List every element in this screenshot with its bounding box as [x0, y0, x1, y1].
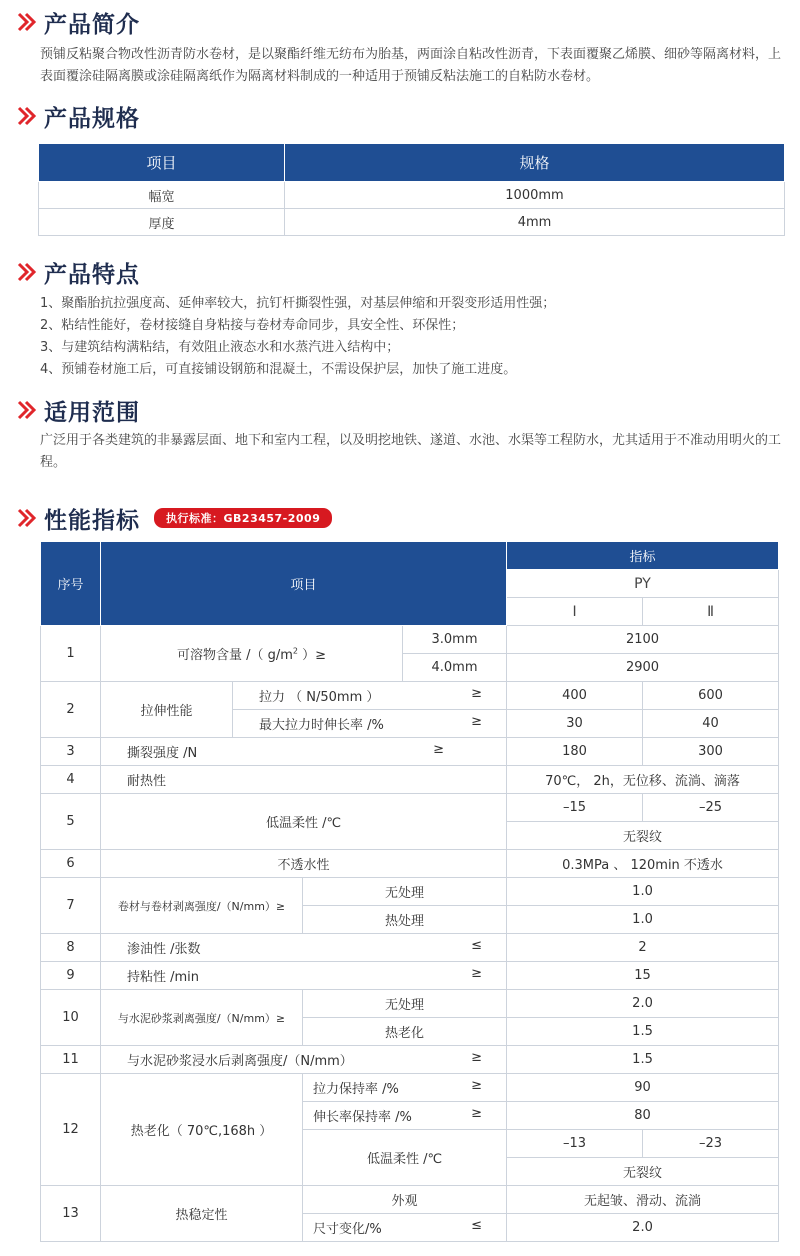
row-sub-label: 外观 [303, 1186, 507, 1214]
row-value: 1.5 [507, 1046, 779, 1074]
header-type: PY [507, 570, 779, 598]
row-label: 撕裂强度 /N ≥ [101, 738, 507, 766]
section-heading: 性能指标 [44, 507, 140, 534]
row-value: 无起皱、滑动、流淌 [507, 1186, 779, 1214]
row-value: 0.3MPa 、 120min 不透水 [507, 850, 779, 878]
table-row [41, 766, 779, 794]
row-value: 80 [507, 1102, 779, 1130]
row-value: 2.0 [507, 990, 779, 1018]
row-value: –23 [643, 1130, 779, 1158]
header-index: 指标 [507, 542, 779, 570]
row-value: 无裂纹 [507, 822, 779, 850]
section-title-performance [14, 502, 332, 534]
row-value: 2100 [507, 626, 779, 654]
row-value: 2 [507, 934, 779, 962]
row-value: 90 [507, 1074, 779, 1102]
table-row [41, 738, 779, 766]
feature-list [40, 293, 792, 381]
row-label: 可溶物含量 /（ $g/m^2$ ）≥ [101, 626, 403, 682]
table-header-row [39, 144, 785, 182]
header-grade-2: Ⅱ [643, 598, 779, 626]
row-value: 2.0 [507, 1214, 779, 1242]
row-sub-label: 无处理 [303, 990, 507, 1018]
row-sub-label: 热处理 [303, 906, 507, 934]
row-no: 1 [41, 626, 101, 682]
standard-badge: 执行标准：GB23457-2009 [154, 508, 332, 528]
row-value: 600 [643, 682, 779, 710]
table-header-cell: 项目 [39, 144, 285, 182]
header-grade-1: Ⅰ [507, 598, 643, 626]
section-heading: 适用范围 [44, 399, 140, 426]
table-row [41, 1074, 779, 1102]
row-no: 12 [41, 1074, 101, 1186]
section-heading: 产品规格 [44, 105, 140, 132]
table-row [41, 682, 779, 710]
table-header-row [41, 542, 779, 570]
table-row [41, 794, 779, 822]
row-value: 1.0 [507, 878, 779, 906]
header-no: 序号 [41, 542, 101, 626]
row-value: 400 [507, 682, 643, 710]
section-heading: 产品简介 [44, 11, 140, 38]
table-row [41, 990, 779, 1018]
list-item: 2、粘结性能好，卷材接缝自身粘接与卷材寿命同步，具安全性、环保性； [40, 318, 465, 333]
chevron-right-icon [14, 397, 40, 423]
table-cell: 厚度 [39, 209, 285, 236]
row-value: –25 [643, 794, 779, 822]
list-item: 4、预铺卷材施工后，可直接铺设钢筋和混凝土，不需设保护层，加快了施工进度。 [40, 362, 517, 377]
row-no: 3 [41, 738, 101, 766]
section-heading: 产品特点 [44, 261, 140, 288]
row-no: 6 [41, 850, 101, 878]
table-row [41, 850, 779, 878]
chevron-right-icon [14, 103, 40, 129]
table-cell: 4mm [285, 209, 785, 236]
row-value: 1.5 [507, 1018, 779, 1046]
row-value: 1.0 [507, 906, 779, 934]
row-value: 40 [643, 710, 779, 738]
row-value: 300 [643, 738, 779, 766]
table-row [41, 1186, 779, 1214]
performance-table [40, 541, 779, 1242]
row-no: 4 [41, 766, 101, 794]
row-sub-label: 热老化 [303, 1018, 507, 1046]
section-title-features [14, 256, 140, 288]
table-row [41, 934, 779, 962]
row-no: 13 [41, 1186, 101, 1242]
row-value: 15 [507, 962, 779, 990]
row-label: 热稳定性 [101, 1186, 303, 1242]
table-row [39, 182, 785, 209]
section-title-spec [14, 100, 140, 132]
scope-text: 广泛用于各类建筑的非暴露层面、地下和室内工程，以及明挖地铁、遂道、水池、水渠等工程防水，尤其适用于不准动用明火的工程。 [40, 433, 782, 470]
row-label: 渗油性 /张数 ≤ [101, 934, 507, 962]
list-item: 3、与建筑结构满粘结，有效阻止液态水和水蒸汽进入结构中； [40, 340, 400, 355]
row-label: 卷材与卷材剥离强度/（N/mm）≥ [101, 878, 303, 934]
row-sub-label: 3.0mm [403, 626, 507, 654]
row-label: 耐热性 [101, 766, 507, 794]
table-header-cell: 规格 [285, 144, 785, 182]
row-sub-label: 无处理 [303, 878, 507, 906]
table-row [41, 878, 779, 906]
row-no: 8 [41, 934, 101, 962]
row-value: 180 [507, 738, 643, 766]
table-row [41, 1046, 779, 1074]
table-row [39, 209, 785, 236]
row-sub-label: 拉力保持率 /% ≥ [303, 1074, 507, 1102]
chevron-right-icon [14, 505, 40, 531]
row-sub-label: 低温柔性 /℃ [303, 1130, 507, 1186]
chevron-right-icon [14, 9, 40, 35]
table-row [41, 626, 779, 654]
row-no: 11 [41, 1046, 101, 1074]
row-no: 2 [41, 682, 101, 738]
row-value: 2900 [507, 654, 779, 682]
row-label: 不透水性 [101, 850, 507, 878]
table-cell: 幅宽 [39, 182, 285, 209]
row-no: 10 [41, 990, 101, 1046]
row-label: 热老化（ 70℃,168h ） [101, 1074, 303, 1186]
row-sub-label: 4.0mm [403, 654, 507, 682]
row-label: 拉伸性能 [101, 682, 233, 738]
row-label: 与水泥砂浆剥离强度/（N/mm）≥ [101, 990, 303, 1046]
chevron-right-icon [14, 259, 40, 285]
table-cell: 1000mm [285, 182, 785, 209]
row-no: 9 [41, 962, 101, 990]
intro-text: 预铺反粘聚合物改性沥青防水卷材，是以聚酯纤维无纺布为胎基，两面涂自粘改性沥青，下表面覆聚乙烯膜、细砂等隔离材料，上表面覆涂硅隔离膜或涂硅隔离纸作为隔离材料制成的一种适用于预铺反粘法施工的自粘防水卷材。 [40, 47, 782, 84]
table-row [41, 962, 779, 990]
row-label: 持粘性 /min ≥ [101, 962, 507, 990]
row-sub-label: 最大拉力时伸长率 /% ≥ [233, 710, 507, 738]
row-label: 低温柔性 /℃ [101, 794, 507, 850]
spec-table [38, 143, 785, 236]
section-title-scope [14, 394, 140, 426]
row-value: 无裂纹 [507, 1158, 779, 1186]
section-title-intro [14, 6, 140, 38]
row-value: –15 [507, 794, 643, 822]
row-sub-label: 伸长率保持率 /% ≥ [303, 1102, 507, 1130]
row-value: 30 [507, 710, 643, 738]
row-value: –13 [507, 1130, 643, 1158]
row-no: 7 [41, 878, 101, 934]
list-item: 1、聚酯胎抗拉强度高、延伸率较大，抗钉杆撕裂性强，对基层伸缩和开裂变形适用性强； [40, 296, 556, 311]
row-no: 5 [41, 794, 101, 850]
row-sub-label: 拉力 （ N/50mm ） ≥ [233, 682, 507, 710]
row-label: 与水泥砂浆浸水后剥离强度/（N/mm） ≥ [101, 1046, 507, 1074]
header-item: 项目 [101, 542, 507, 626]
row-value: 70℃， 2h，无位移、流淌、滴落 [507, 766, 779, 794]
row-sub-label: 尺寸变化/% ≤ [303, 1214, 507, 1242]
